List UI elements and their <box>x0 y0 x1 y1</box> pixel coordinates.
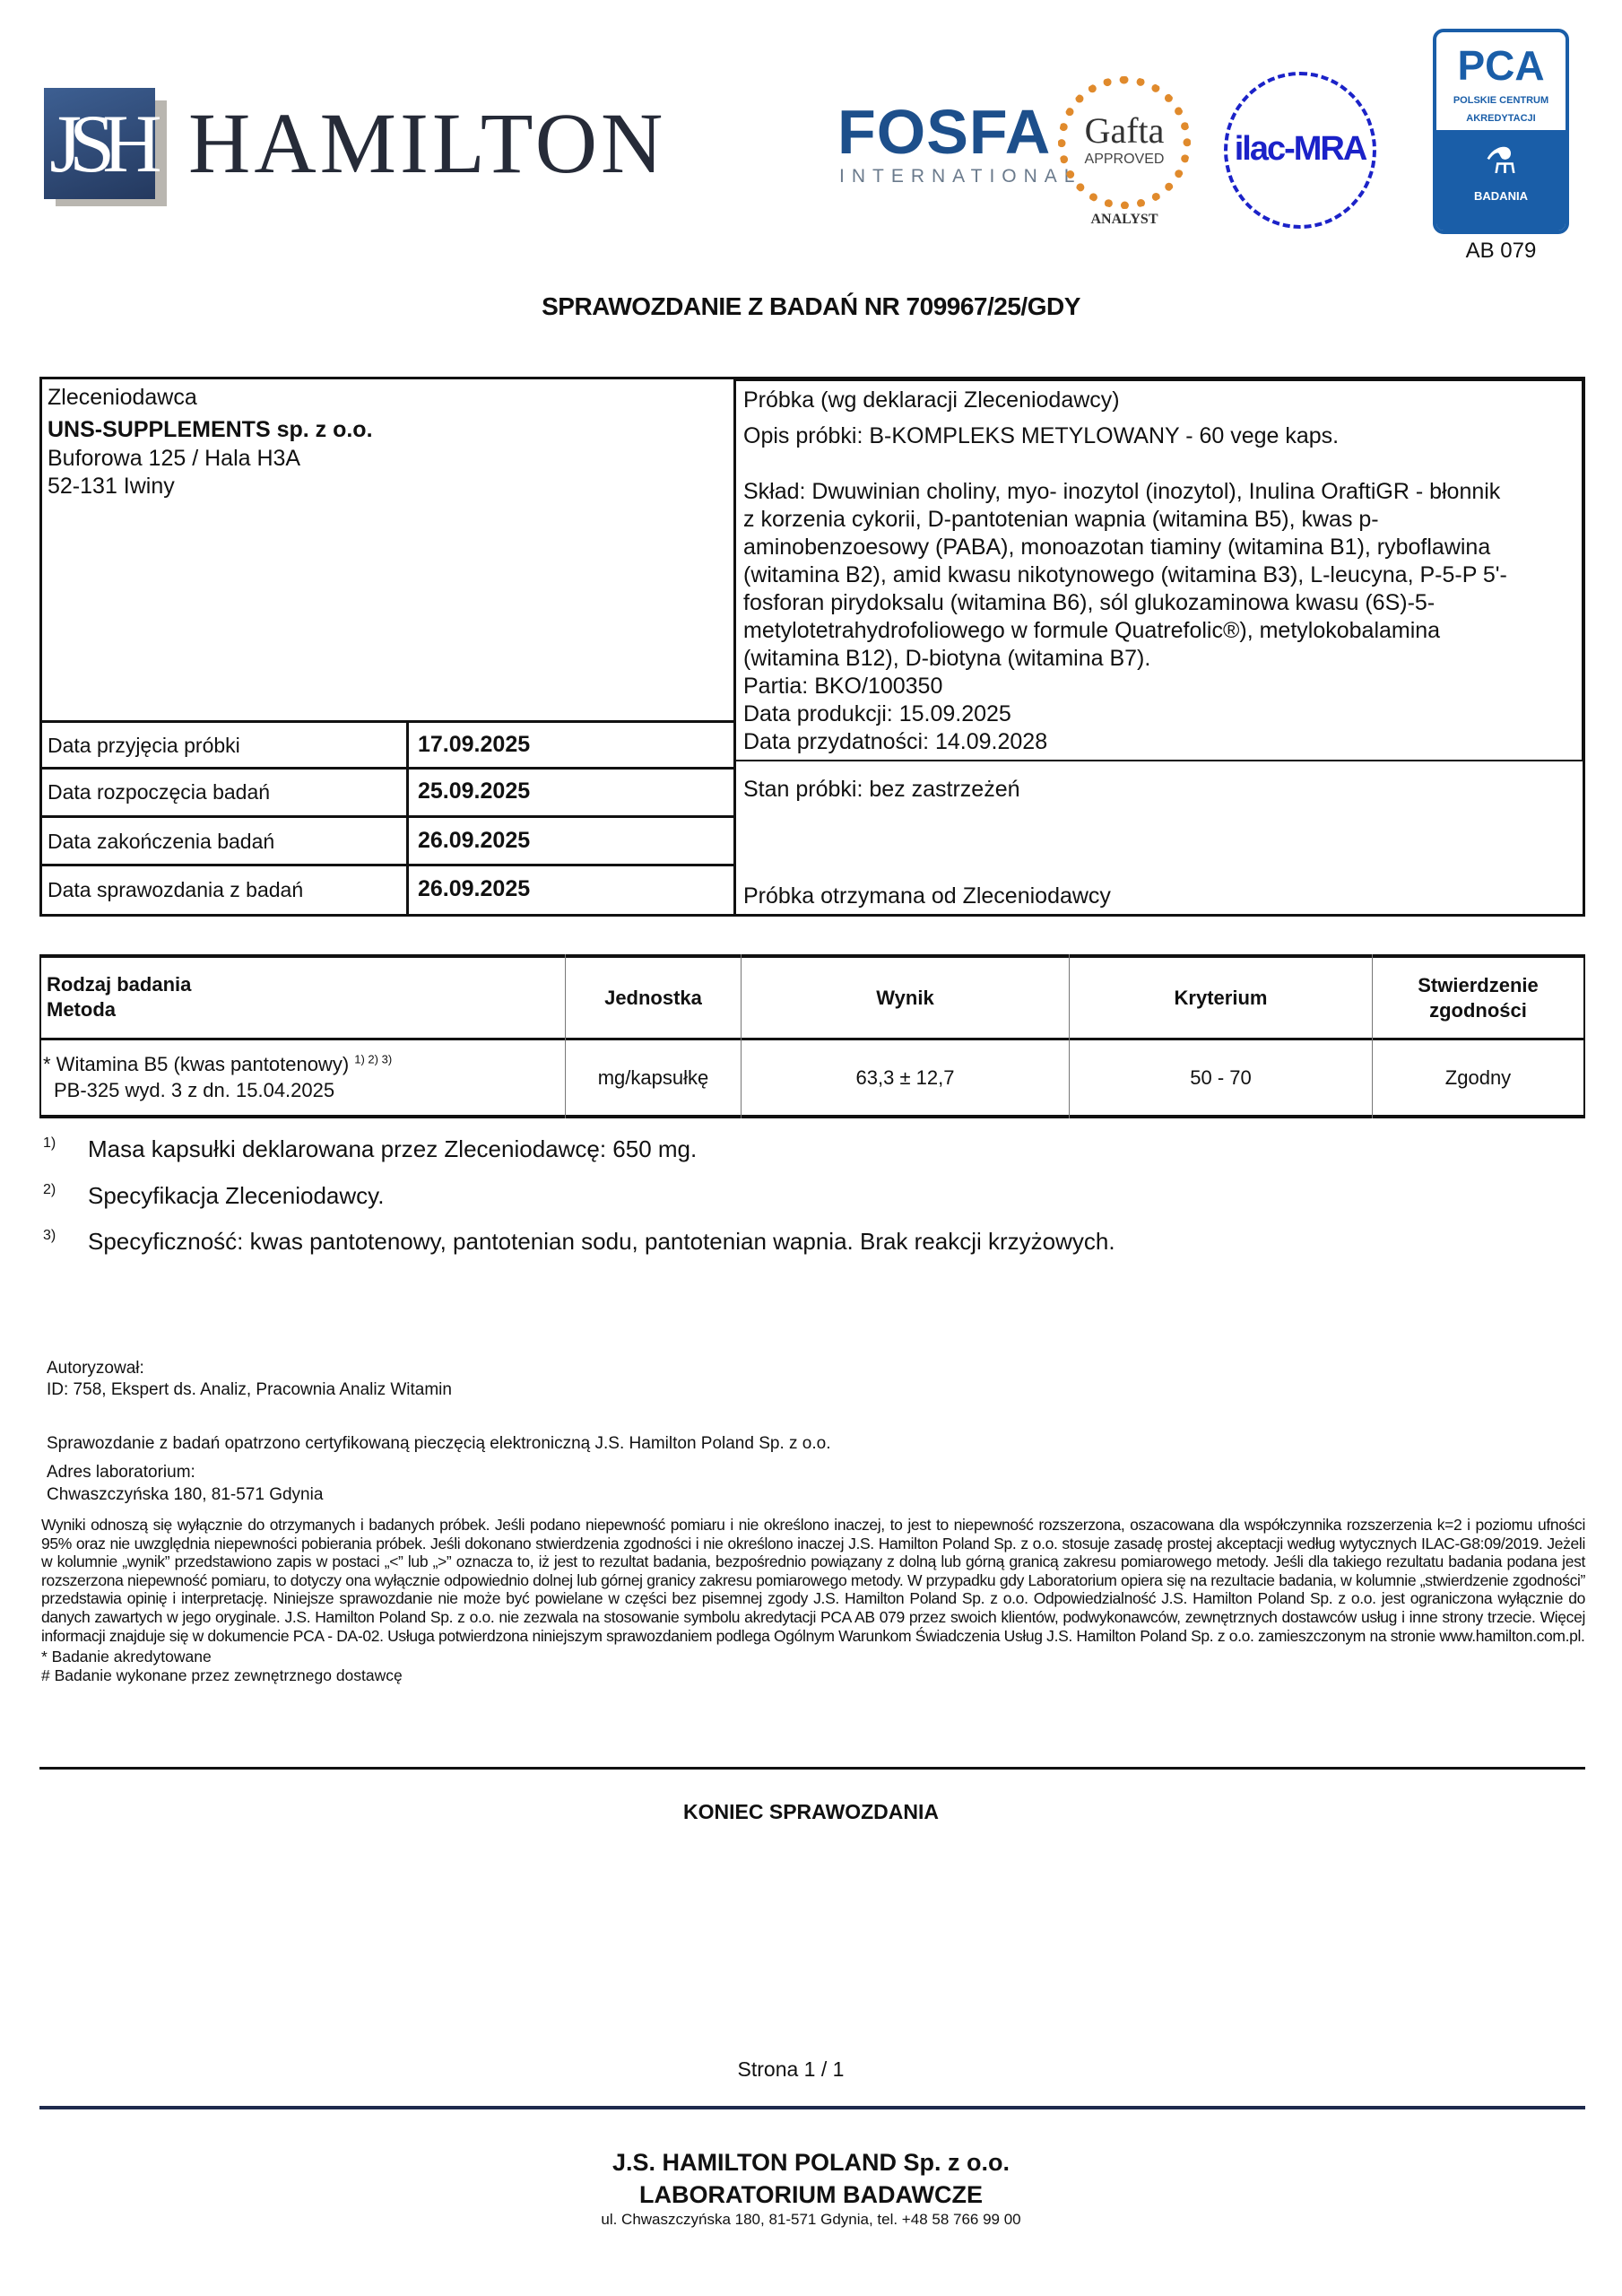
lab-address: Chwaszczyńska 180, 81-571 Gdynia <box>47 1485 324 1504</box>
hamilton-monogram: JSH <box>49 98 150 189</box>
date-value: 26.09.2025 <box>418 828 531 853</box>
test-result: 63,3 ± 12,7 <box>855 1065 955 1089</box>
date-label: Data rozpoczęcia badań <box>48 780 271 804</box>
composition-line: Skład: Dwuwinian choliny, myo- inozytol (inozytol), Inulina OraftiGR - błonnik <box>743 479 1501 504</box>
flask-icon: ⚗ <box>1485 142 1517 181</box>
accreditation-number: AB 079 <box>1465 239 1537 263</box>
date-label: Data zakończenia badań <box>48 830 275 853</box>
disclaimer-section <box>41 1516 1585 1685</box>
composition-line: (witamina B12), D-biotyna (witamina B7). <box>743 646 1151 671</box>
date-label: Data sprawozdania z badań <box>48 878 304 901</box>
header-criterion: Kryterium <box>1174 986 1268 1009</box>
authorized-label: Autoryzował: <box>47 1359 144 1378</box>
table-col-line <box>39 954 41 1118</box>
test-method: PB-325 wyd. 3 z dn. 15.04.2025 <box>54 1079 335 1101</box>
footer-company: J.S. HAMILTON POLAND Sp. z o.o. <box>612 2149 1010 2176</box>
report-title: SPRAWOZDANIE Z BADAŃ NR 709967/25/GDY <box>542 292 1080 320</box>
gafta-approved: APPROVED <box>1084 152 1165 167</box>
footnote-number: 1) <box>43 1135 56 1151</box>
date-value: 26.09.2025 <box>418 876 531 901</box>
divider <box>39 864 735 866</box>
pca-badania: BADANIA <box>1474 189 1528 203</box>
table-row <box>43 1051 392 1103</box>
pca-title: PCA <box>1457 42 1545 89</box>
client-address-2: 52-131 Iwiny <box>48 474 175 499</box>
lab-address-label: Adres laboratorium: <box>47 1463 195 1482</box>
footer-divider <box>39 2106 1585 2109</box>
test-refs: 1) 2) 3) <box>354 1052 393 1066</box>
legend-external: # Badanie wykonane przez zewnętrznego dostawcę <box>41 1666 403 1685</box>
pca-logo <box>1433 29 1569 234</box>
date-label: Data przyjęcia próbki <box>48 734 240 757</box>
test-conformity: Zgodny <box>1444 1065 1512 1089</box>
fosfa-logo-sub: INTERNATIONAL <box>839 166 1082 187</box>
footnote-text: Masa kapsułki deklarowana przez Zleceniodawcę: 650 mg. <box>88 1135 698 1162</box>
footnote-number: 3) <box>43 1228 56 1243</box>
end-of-report: KONIEC SPRAWOZDANIA <box>683 1800 939 1823</box>
page-number: Strona 1 / 1 <box>737 2057 845 2081</box>
divider <box>39 1767 1585 1770</box>
seal-note: Sprawozdanie z badań opatrzono certyfikowaną pieczęcią elektroniczną J.S. Hamilton Poland Sp. z o.o. <box>47 1434 831 1453</box>
test-unit: mg/kapsułkę <box>597 1065 709 1089</box>
pca-badge <box>1436 130 1566 230</box>
composition-line: aminobenzoesowy (PABA), monoazotan tiaminy (witamina B1), ryboflawina <box>743 535 1491 560</box>
header-result: Wynik <box>876 986 934 1009</box>
footnote-text: Specyficzność: kwas pantotenowy, pantotenian sodu, pantotenian wapnia. Brak reakcji krzyżowych. <box>88 1228 1115 1255</box>
client-label: Zleceniodawca <box>48 385 197 410</box>
date-value: 17.09.2025 <box>418 732 531 757</box>
sample-received: Próbka otrzymana od Zleceniodawcy <box>743 883 1111 909</box>
disclaimer: Wyniki odnoszą się wyłącznie do otrzymanych i badanych próbek. Jeśli podano niepewność pomiaru i nie określono inaczej, to jest to niepewność rozszerzona, oszacowana dla współczynnika rozszerzenia k=2 i poziomu ufności 95% oraz nie uwzględnia niepewności pobierania próbek. Jeśli dokonano stwierdzenia zgodności i nie określono inaczej J.S. Hamilton Poland Sp. z o.o. stosuje zasadę prostej akceptacji według wytycznych ILAC-G8:09/2019. Jeżeli w kolumnie „wynik” przedstawiono zapis w postaci „<” lub „>” oznacza to, iż jest to rezultat badania, bezpośrednio powiązany z dolną lub górną granicą zakresu pomiarowego metody. Jeśli dla takiego rezultatu badania podana jest rozszerzona niepewność pomiaru, to dotyczy ona wyłącznie odpowiednio dolnej lub górnej granicy zakresu pomiarowego metody. W przypadku gdy Laboratorium opiera się na rezultacie badania, w kolumnie „stwierdzenie zgodności” przedstawia opinię i interpretację. Niniejsze sprawozdanie nie może być powielane w części bez pisemnej zgody J.S. Hamilton Poland Sp. z o.o. Odpowiedzialność J.S. Hamilton Poland Sp. z o.o. jest ograniczona wyłącznie do danych zawartych w jego oryginale. J.S. Hamilton Poland Sp. z o.o. nie zezwala na stosowanie symbolu akredytacji PCA AB 079 przez swoich klientów, podwykonawców, zewnętrznych dostawców usług i inne strony trzecie. Więcej informacji znajduje się w dokumencie PCA - DA-02. Usługa potwierdzona niniejszym sprawozdaniem podlega Ogólnym Warunkom Świadczenia Usług J.S. Hamilton Poland Sp. z o.o. zamieszczonym na stronie www.hamilton.com.pl. <box>41 1516 1585 1645</box>
gafta-name: Gafta <box>1084 110 1165 151</box>
footer-lab: LABORATORIUM BADAWCZE <box>639 2181 983 2208</box>
footnote-number: 2) <box>43 1182 56 1197</box>
pca-sub-2: AKREDYTACJI <box>1466 113 1536 124</box>
header-conformity <box>1373 958 1583 1038</box>
authorized-id: ID: 758, Ekspert ds. Analiz, Pracownia Analiz Witamin <box>47 1380 452 1399</box>
composition-line: metylotetrahydrofoliowego w formule Quatrefolic®), metylokobalamina <box>743 618 1441 643</box>
divider <box>39 767 735 770</box>
divider <box>39 815 735 818</box>
sample-condition: Stan próbki: bez zastrzeżeń <box>743 777 1020 802</box>
hamilton-wordmark: HAMILTON <box>188 95 667 191</box>
composition-line: (witamina B2), amid kwasu nikotynowego (witamina B3), L-leucyna, P-5-P 5'- <box>743 562 1507 587</box>
header-type-method <box>47 972 191 1022</box>
footer-address: ul. Chwaszczyńska 180, 81-571 Gdynia, tel. +48 58 766 99 00 <box>601 2211 1021 2228</box>
footnote-text: Specyfikacja Zleceniodawcy. <box>88 1182 385 1209</box>
sample-heading: Próbka (wg deklaracji Zleceniodawcy) <box>743 387 1120 413</box>
divider <box>39 720 735 723</box>
composition-line: fosforan pirydoksalu (witamina B6), sól glukozaminowa kwasu (6S)-5- <box>743 590 1436 615</box>
header-type: Rodzaj badania <box>47 973 192 996</box>
sample-description: Opis próbki: B-KOMPLEKS METYLOWANY - 60 vege kaps. <box>743 423 1340 448</box>
sample-expiry-date: Data przydatności: 14.09.2028 <box>743 729 1048 754</box>
ilac-mra-logo: ilac-MRA <box>1224 72 1376 229</box>
legend-accredited: * Badanie akredytowane <box>41 1648 212 1666</box>
header-conformity-2: zgodności <box>1429 998 1527 1022</box>
pca-sub-1: POLSKIE CENTRUM <box>1453 95 1549 106</box>
sample-batch: Partia: BKO/100350 <box>743 674 943 699</box>
header-conformity-1: Stwierdzenie <box>1418 973 1539 996</box>
test-name: * Witamina B5 (kwas pantotenowy) <box>43 1053 350 1075</box>
composition-line: z korzenia cykorii, D-pantotenian wapnia (witamina B5), kwas p- <box>743 507 1379 532</box>
sample-composition <box>743 478 1583 756</box>
divider <box>406 720 409 917</box>
gafta-logo <box>1058 76 1191 209</box>
table-col-line <box>1583 954 1585 1118</box>
date-value: 25.09.2025 <box>418 778 531 804</box>
client-address-1: Buforowa 125 / Hala H3A <box>48 446 301 471</box>
gafta-analyst: ANALYST <box>1090 212 1158 227</box>
client-name: UNS-SUPPLEMENTS sp. z o.o. <box>48 417 373 442</box>
header-method: Metoda <box>47 998 116 1021</box>
header-unit: Jednostka <box>604 986 702 1009</box>
sample-production-date: Data produkcji: 15.09.2025 <box>743 701 1011 726</box>
fosfa-logo: FOSFA <box>837 97 1052 167</box>
table-bottom-border <box>39 1115 1585 1118</box>
test-criterion: 50 - 70 <box>1190 1065 1252 1089</box>
